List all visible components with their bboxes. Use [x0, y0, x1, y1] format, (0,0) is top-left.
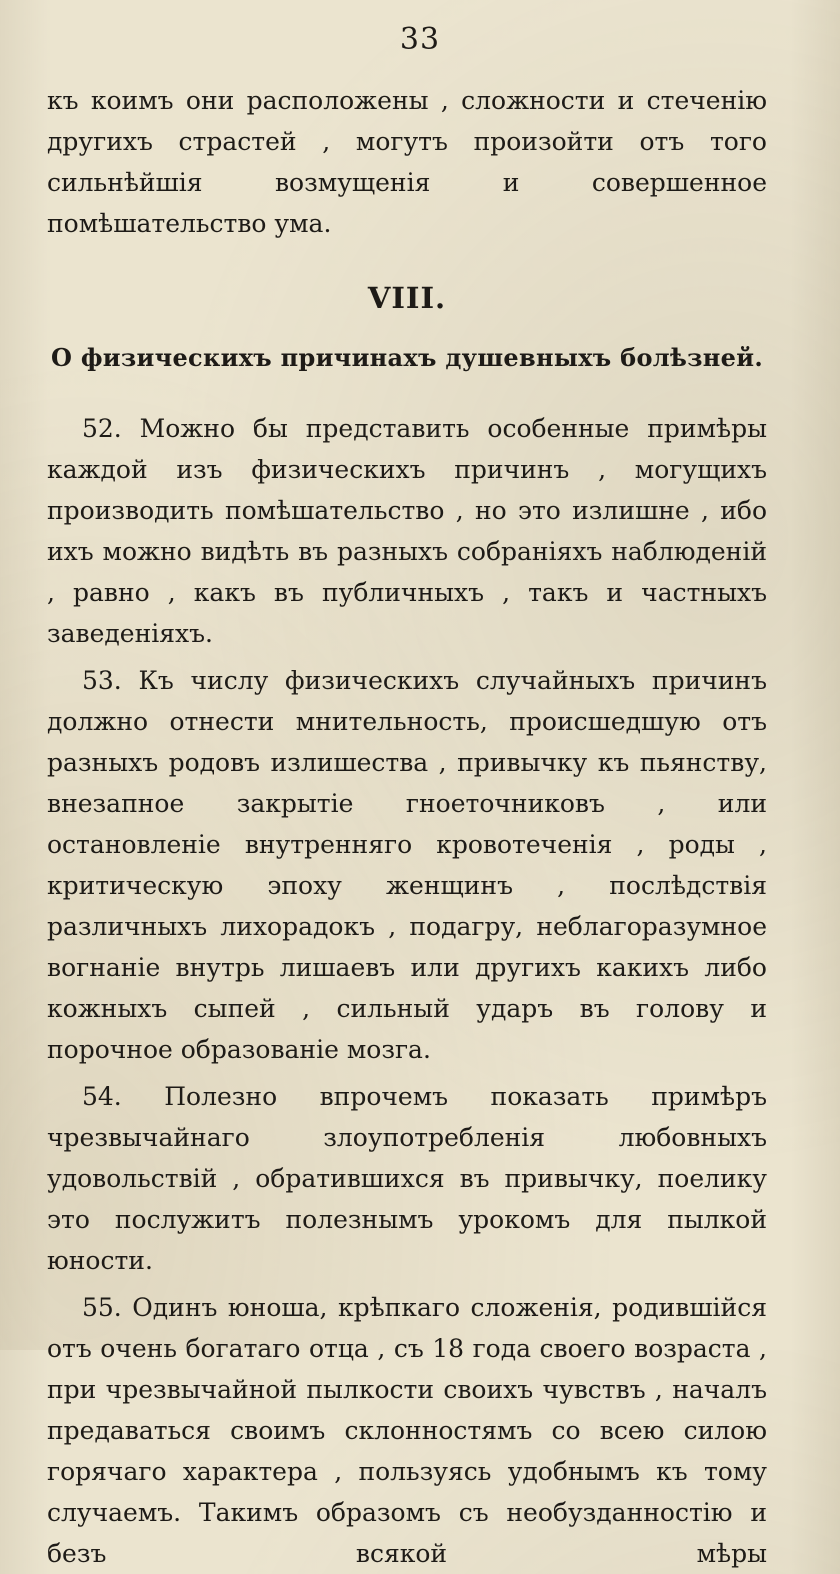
paragraph-text: Одинъ юноша, крѣпкаго сложенія, родившійся отъ очень богатаго отца , съ 18 года своего возраста , при чрезвычайной пылкости своихъ чувствъ , началъ предаваться своимъ склонностямъ со всею силою горячаго характера , пользуясь удобнымъ къ тому случаемъ. Такимъ образомъ съ необузданностію и безъ всякой мѣры — [47, 1293, 767, 1568]
paragraph-52 — [47, 408, 767, 654]
section-numeral: VIII. — [367, 281, 447, 315]
paragraph-text: Можно бы представить особенные примѣры каждой изъ физическихъ причинъ , могущихъ производить помѣшательство , но это излишне , ибо ихъ можно видѣть въ разныхъ собраніяхъ наблюденій , равно , какъ въ публичныхъ , такъ и частныхъ заведеніяхъ. — [47, 414, 767, 648]
paragraph-number: 54. — [82, 1082, 122, 1111]
paragraph-number: 53. — [82, 666, 122, 695]
paragraph-text: Къ числу физическихъ случайныхъ причинъ должно отнести мнительность, происшедшую отъ разныхъ родовъ излишества , привычку къ пьянству, внезапное закрытіе гноеточниковъ , или остановленіе внутренняго кровотеченія , роды , критическую эпоху женщинъ , послѣдствія различныхъ лихорадокъ , подагру, неблагоразумное вогнаніе внутрь лишаевъ или другихъ какихъ либо кожныхъ сыпей , сильный ударъ въ голову и порочное образованіе мозга. — [47, 666, 768, 1064]
paragraph-text: Полезно впрочемъ показать примѣръ чрезвычайнаго злоупотребленія любовныхъ удовольствій , обратившихся въ привычку, поелику это послужитъ полезнымъ урокомъ для пылкой юности. — [47, 1082, 768, 1275]
page-number: 33 — [399, 22, 441, 57]
paragraph-53 — [47, 660, 767, 1070]
continuation-paragraph: къ коимъ они расположены , сложности и стеченію другихъ страстей , могутъ произойти отъ того сильнѣйшія возмущенія и совершенное помѣшательство ума. — [47, 86, 767, 238]
paragraph-54 — [47, 1076, 767, 1281]
paragraph-55 — [47, 1287, 767, 1574]
paragraph-number: 52. — [82, 414, 122, 443]
paragraph-number: 55. — [82, 1293, 122, 1322]
section-title: О физическихъ причинахъ душевныхъ болѣзней. — [50, 343, 763, 372]
